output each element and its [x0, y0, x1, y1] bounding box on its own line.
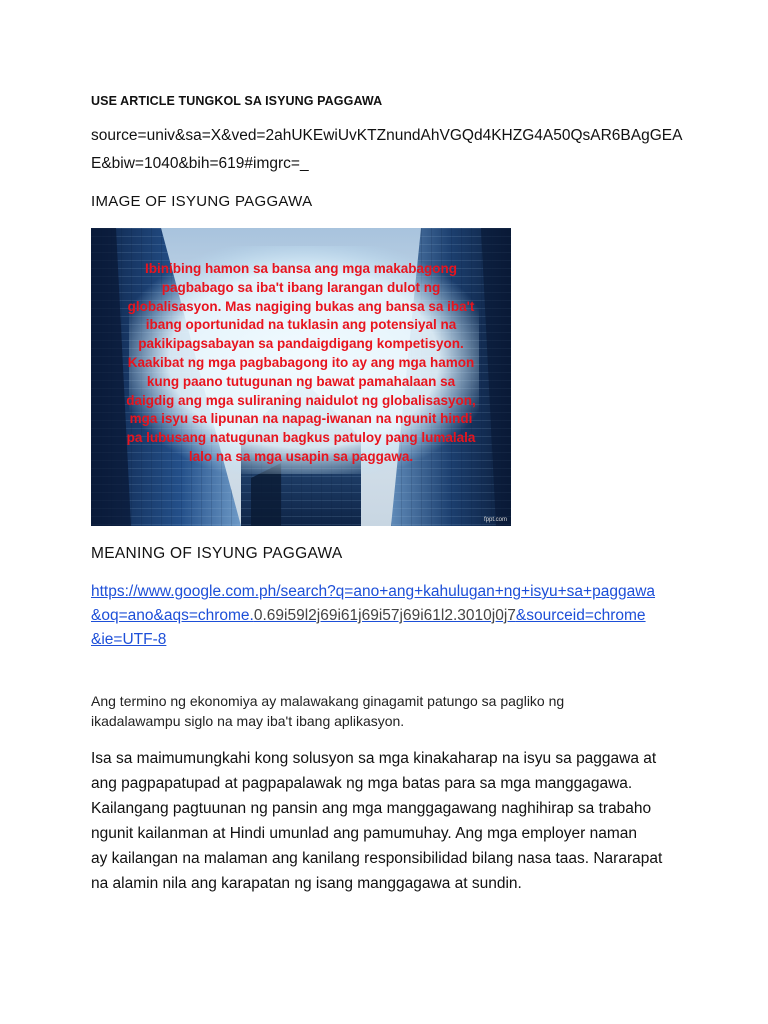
source-url-line: source=univ&sa=X&ved=2ahUKEwiUvKTZnundAhVGQd4KHZG4A50QsAR6BAgGEA: [91, 127, 683, 144]
paragraph-line: na alamin nila ang karapatan ng isang manggagawa at sundin.: [91, 875, 522, 892]
search-link[interactable]: [91, 607, 646, 625]
image-text-line: globalisasyon. Mas nagiging bukas ang bansa sa iba't: [127, 298, 475, 314]
paragraph-line: Kailangang pagtuunan ng pansin ang mga manggagawang naghihirap sa trabaho: [91, 800, 652, 817]
image-text-line: ibang oportunidad na tuklasin ang potensiyal na: [145, 317, 457, 333]
image-text-line: Ibinibing hamon sa bansa ang mga makabagong: [144, 261, 458, 276]
search-link[interactable]: &ie=UTF-8: [91, 631, 167, 648]
image-text-line: lalo na sa mga usapin sa paggawa.: [188, 448, 414, 464]
paragraph-line: ikadalawampu siglo na may iba't ibang aplikasyon.: [91, 713, 405, 729]
paragraph-line: ngunit kailanman at Hindi umunlad ang pamumuhay. Ang mga employer naman: [91, 825, 637, 842]
image-text-line: pa lubusang natugunan bagkus patuloy pang lumalala: [126, 430, 476, 446]
search-link[interactable]: https://www.google.com.ph/search?q=ano+ang+kahulugan+ng+isyu+sa+paggawa: [91, 583, 656, 600]
image-text-line: pakikipagsabayan sa pandaigdigang kompetisyon.: [138, 336, 464, 352]
search-link-part[interactable]: &oq=ano&aqs=chrome.: [91, 607, 254, 624]
image-text-line: kung paano tutugunan ng bawat pamahalaan sa: [146, 373, 456, 389]
search-link-part[interactable]: 0.69i59l2j69i61j69i57j69i61l2.3010j0j7: [253, 607, 516, 624]
image-text-line: mga isyu sa lipunan na napag-iwanan na ngunit hindi: [129, 411, 473, 427]
paragraph-line: ang pagpapatupad at pagpapalawak ng mga batas para sa mga manggagawa.: [91, 775, 633, 792]
article-heading: USE ARTICLE TUNGKOL SA ISYUNG PAGGAWA: [91, 94, 383, 108]
image-text-overlay: [91, 228, 511, 467]
search-link-part[interactable]: &sourceid=chrome: [515, 607, 646, 624]
paragraph-line: Isa sa maimumungkahi kong solusyon sa mga kinakaharap na isyu sa paggawa at: [91, 750, 657, 767]
isyung-paggawa-image: [91, 228, 511, 526]
image-text-line: pagbabago sa iba't ibang larangan dulot ng: [161, 279, 441, 295]
image-text-line: Kaakibat ng mga pagbabagong ito ay ang mga hamon: [127, 354, 475, 370]
image-heading: IMAGE OF ISYUNG PAGGAWA: [91, 193, 313, 210]
meaning-heading: MEANING OF ISYUNG PAGGAWA: [91, 545, 343, 562]
paragraph-line: Ang termino ng ekonomiya ay malawakang ginagamit patungo sa pagliko ng: [91, 693, 565, 709]
image-text-line: daigdig ang mga suliraning naidulot ng globalisasyon,: [126, 392, 476, 408]
source-url-line: E&biw=1040&bih=619#imgrc=_: [91, 155, 309, 172]
image-watermark: fppt.com: [483, 517, 507, 523]
paragraph-line: ay kailangan na malaman ang kanilang responsibilidad bilang nasa taas. Nararapat: [91, 850, 663, 867]
